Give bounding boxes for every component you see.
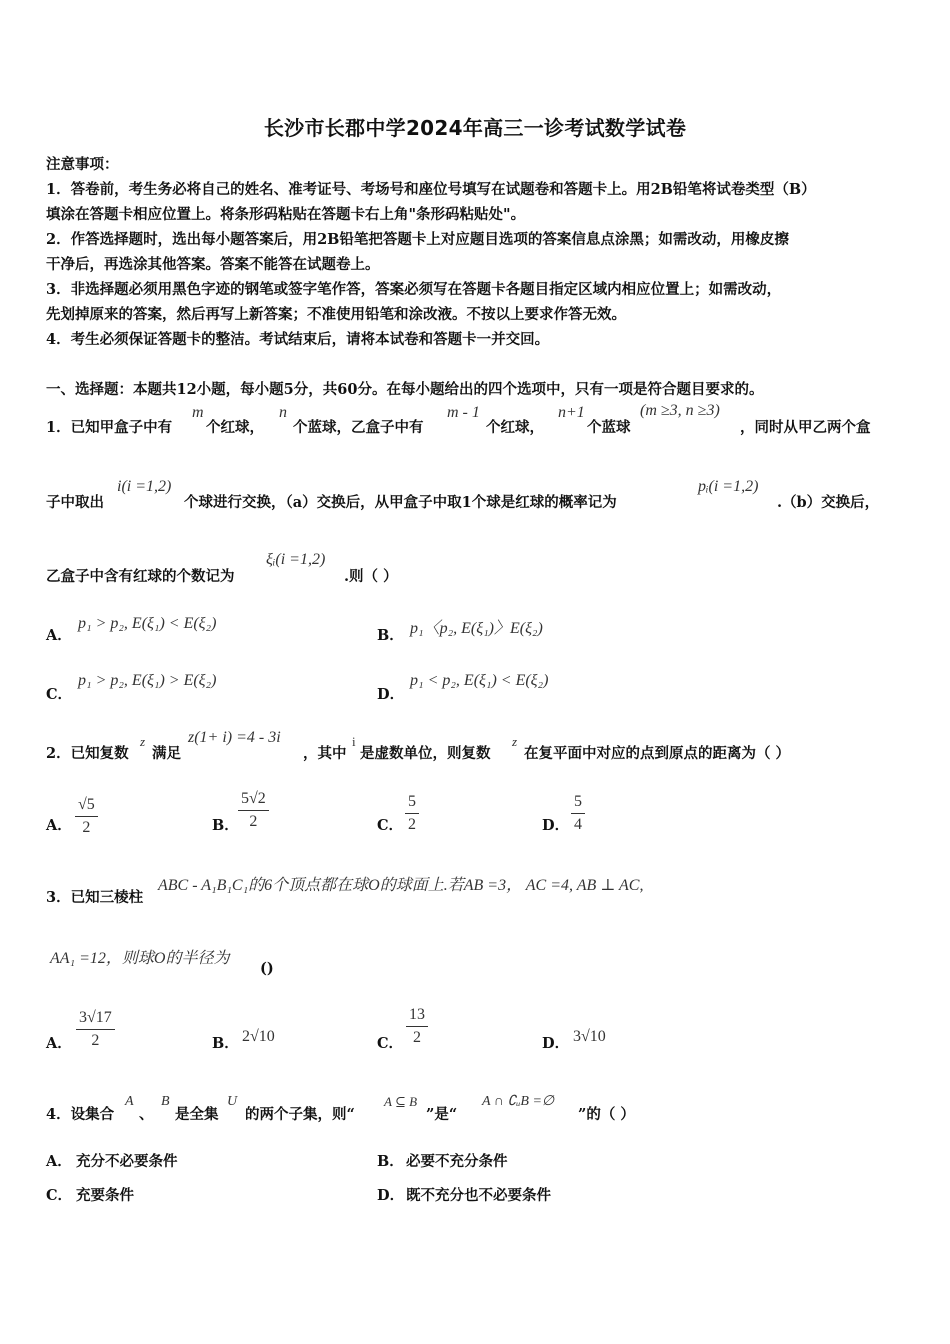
q4-option-a-label[interactable]: A． xyxy=(46,1153,72,1170)
q3-option-c-num: 13 xyxy=(406,1006,428,1027)
q2-option-d[interactable] xyxy=(571,793,585,834)
q4-option-d[interactable]: 既不充分也不必要条件 xyxy=(406,1187,551,1204)
q2-text-5: 在复平面中对应的点到原点的距离为（ ） xyxy=(524,745,791,762)
q1-n: n xyxy=(279,404,287,421)
q3-option-b-label[interactable]: B． xyxy=(212,1035,239,1052)
q4-universal-set: U xyxy=(227,1094,238,1109)
q2-option-b[interactable] xyxy=(238,790,269,831)
q4-text-6: ”的（ ） xyxy=(578,1106,635,1123)
q3-paren: () xyxy=(260,960,274,977)
q1-option-a-label[interactable]: A． xyxy=(46,627,72,644)
q1-text-11: .则（ ） xyxy=(344,568,398,585)
q2-option-a-den: 2 xyxy=(82,819,91,836)
q3-option-c-den: 2 xyxy=(413,1029,421,1046)
q4-option-d-label[interactable]: D． xyxy=(377,1187,405,1204)
q4-text-2: 、 xyxy=(139,1106,154,1123)
q1-text-10: 乙盒子中含有红球的个数记为 xyxy=(46,568,235,585)
notice-line-3a: 3．非选择题必须用黑色字迹的钢笔或签字笔作答，答案必须写在答题卡各题目指定区域内相应位置上；如需改动， xyxy=(46,281,782,298)
q4-set-a: A xyxy=(125,1094,134,1109)
q2-option-a-num: √5 xyxy=(75,796,98,817)
q3-option-a-label[interactable]: A． xyxy=(46,1035,72,1052)
q3-line-1: ABC - A₁B₁C₁的6个顶点都在球O的球面上.若AB =3， AC =4, AB ⊥ AC, xyxy=(158,877,644,894)
q3-option-b[interactable]: 2√10 xyxy=(242,1028,275,1045)
q2-option-c-label[interactable]: C． xyxy=(377,817,404,834)
q1-p-i: pᵢ(i =1,2) xyxy=(698,478,759,495)
notice-line-4: 4．考生必须保证答题卡的整洁。考试结束后，请将本试卷和答题卡一并交回。 xyxy=(46,331,550,348)
page-title: 长沙市长郡中学2024年高三一诊考试数学试卷 xyxy=(263,116,687,140)
q1-text-4: 个红球， xyxy=(486,419,544,436)
q2-option-d-den: 4 xyxy=(574,816,582,833)
q1-text-5: 个蓝球 xyxy=(587,419,631,436)
q4-intersection: A ∩ ∁ᵤB =∅ xyxy=(482,1094,555,1109)
q1-text-8: 个球进行交换，（a）交换后，从甲盒子中取1个球是红球的概率记为 xyxy=(184,494,617,511)
q3-option-c[interactable] xyxy=(406,1006,428,1047)
q2-text-1: 2．已知复数 xyxy=(46,745,129,762)
q2-option-d-label[interactable]: D． xyxy=(542,817,570,834)
q1-option-b[interactable]: p₁〈p₂, E(ξ₁)〉E(ξ₂) xyxy=(410,620,543,637)
q2-option-b-label[interactable]: B． xyxy=(212,817,239,834)
q4-option-b-label[interactable]: B． xyxy=(377,1153,404,1170)
q2-option-a-label[interactable]: A． xyxy=(46,817,72,834)
q3-option-c-label[interactable]: C． xyxy=(377,1035,404,1052)
q3-option-d-label[interactable]: D． xyxy=(542,1035,570,1052)
notice-heading: 注意事项： xyxy=(46,156,119,173)
q4-text-1: 4．设集合 xyxy=(46,1106,115,1123)
q2-option-c-num: 5 xyxy=(405,793,419,814)
q1-option-c[interactable]: p₁ > p₂, E(ξ₁) > E(ξ₂) xyxy=(78,672,217,689)
notice-line-1a: 1．答卷前，考生务必将自己的姓名、准考证号、考场号和座位号填写在试题卷和答题卡上。用2B铅笔将试卷类型（B） xyxy=(46,181,816,198)
q4-option-b[interactable]: 必要不充分条件 xyxy=(406,1153,508,1170)
q1-option-d[interactable]: p₁ < p₂, E(ξ₁) < E(ξ₂) xyxy=(410,672,549,689)
q2-text-3: ，其中 xyxy=(303,745,347,762)
q1-xi: ξᵢ(i =1,2) xyxy=(266,551,326,568)
q1-text-1: 1．已知甲盒子中有 xyxy=(46,419,173,436)
q2-equation: z(1+ i) =4 - 3i xyxy=(188,729,281,746)
q4-text-4: 的两个子集，则“ xyxy=(245,1106,355,1123)
q1-option-a[interactable]: p₁ > p₂, E(ξ₁) < E(ξ₂) xyxy=(78,615,217,632)
q1-text-2: 个红球， xyxy=(206,419,264,436)
q3-line-2: AA₁ =12，则球O的半径为 xyxy=(50,950,230,967)
q2-z-2: z xyxy=(512,734,518,749)
q1-i-range: i(i =1,2) xyxy=(117,478,172,495)
q1-n-plus-1: n+1 xyxy=(558,404,585,421)
q4-option-c-label[interactable]: C． xyxy=(46,1187,73,1204)
q2-option-c-den: 2 xyxy=(408,816,416,833)
q3-text-1: 3．已知三棱柱 xyxy=(46,889,144,906)
q1-condition: (m ≥3, n ≥3) xyxy=(640,402,720,419)
q3-option-d[interactable]: 3√10 xyxy=(573,1028,606,1045)
notice-line-1b: 填涂在答题卡相应位置上。将条形码粘贴在答题卡右上角"条形码粘贴处"。 xyxy=(46,206,526,223)
q1-text-3: 个蓝球，乙盒子中有 xyxy=(293,419,424,436)
notice-line-3b: 先划掉原来的答案，然后再写上新答案；不准使用铅笔和涂改液。不按以上要求作答无效。 xyxy=(46,306,626,323)
q4-text-3: 是全集 xyxy=(175,1106,219,1123)
q1-option-c-label[interactable]: C． xyxy=(46,686,73,703)
q1-option-d-label[interactable]: D． xyxy=(377,686,405,703)
q4-option-a[interactable]: 充分不必要条件 xyxy=(76,1153,178,1170)
q2-text-2: 满足 xyxy=(152,745,181,762)
q2-option-d-num: 5 xyxy=(571,793,585,814)
q4-set-b: B xyxy=(161,1094,170,1109)
notice-line-2a: 2．作答选择题时，选出每小题答案后，用2B铅笔把答题卡上对应题目选项的答案信息点涂黑；如需改动，用橡皮擦 xyxy=(46,231,789,248)
q3-option-a-den: 2 xyxy=(91,1032,100,1049)
q2-z: z xyxy=(140,734,146,749)
section-heading: 一、选择题：本题共12小题，每小题5分，共60分。在每小题给出的四个选项中，只有一项是符合题目要求的。 xyxy=(46,381,764,398)
q2-option-a[interactable] xyxy=(75,796,98,837)
q3-option-a[interactable] xyxy=(76,1009,115,1050)
q4-option-c[interactable]: 充要条件 xyxy=(76,1187,134,1204)
q2-i: i xyxy=(352,734,356,749)
q2-option-b-den: 2 xyxy=(249,813,258,830)
q2-text-4: 是虚数单位，则复数 xyxy=(360,745,491,762)
q2-option-b-num: 5√2 xyxy=(238,790,269,811)
q1-text-6: ，同时从甲乙两个盒 xyxy=(740,419,871,436)
q1-m-minus-1: m - 1 xyxy=(447,404,480,421)
q4-subset: A ⊆ B xyxy=(384,1094,418,1109)
q2-option-c[interactable] xyxy=(405,793,419,834)
q1-m: m xyxy=(192,404,204,421)
q3-option-a-num: 3√17 xyxy=(76,1009,115,1030)
q1-text-7: 子中取出 xyxy=(46,494,104,511)
q1-text-9: .（b）交换后， xyxy=(777,494,880,511)
notice-line-2b: 干净后，再选涂其他答案。答案不能答在试题卷上。 xyxy=(46,256,380,273)
q1-option-b-label[interactable]: B． xyxy=(377,627,404,644)
q4-text-5: ”是“ xyxy=(426,1106,458,1123)
